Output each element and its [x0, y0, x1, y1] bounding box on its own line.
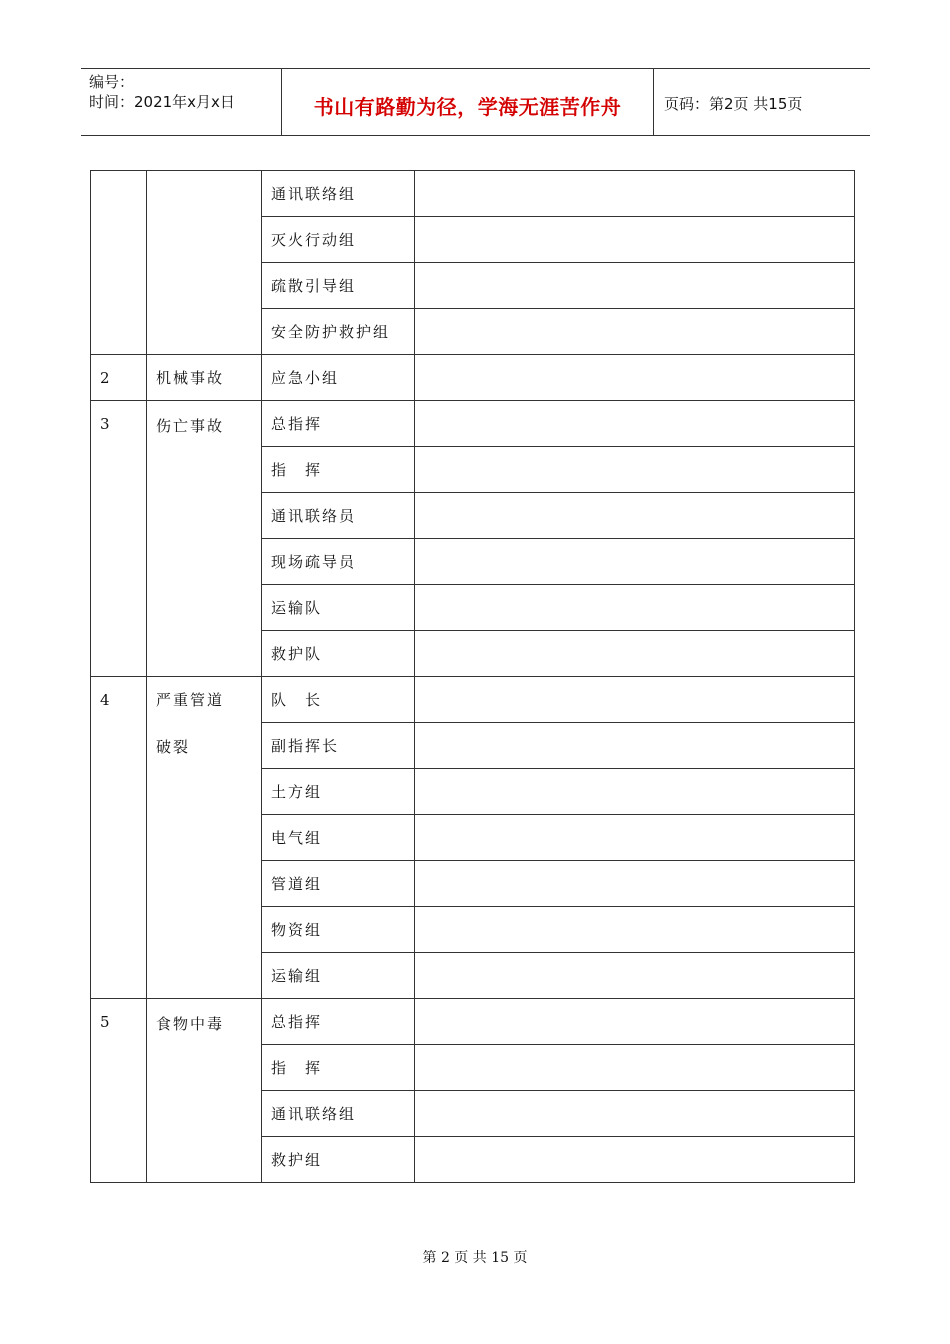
table-cell-member [415, 1045, 855, 1091]
table-cell-member [415, 769, 855, 815]
table-cell-team: 总指挥 [262, 999, 415, 1045]
table-cell-team: 总指挥 [262, 401, 415, 447]
table-cell-member [415, 493, 855, 539]
table-cell-member [415, 217, 855, 263]
header-motto: 书山有路勤为径，学海无涯苦作舟 [313, 95, 622, 119]
table-cell-member [415, 401, 855, 447]
table-cell-member [415, 999, 855, 1045]
table-cell-team: 疏散引导组 [262, 263, 415, 309]
table-cell-team: 物资组 [262, 907, 415, 953]
table-cell-member [415, 585, 855, 631]
table-cell-member [415, 171, 855, 217]
table-cell-category: 伤亡事故 [147, 401, 262, 677]
table-cell-team: 副指挥长 [262, 723, 415, 769]
category-line-2: 破裂 [156, 738, 191, 756]
table-cell-member [415, 1137, 855, 1183]
document-time-label: 时间：2021年x月x日 [89, 93, 235, 111]
table-cell-index: 4 [91, 677, 147, 999]
table-row [91, 355, 855, 401]
table-cell-index: 3 [91, 401, 147, 677]
header-page-info: 页码：第2页 共15页 [664, 95, 803, 113]
document-number-label: 编号： [89, 73, 135, 91]
category-line-1: 严重管道 [156, 691, 225, 709]
table-cell-member [415, 861, 855, 907]
emergency-team-table-wrap [90, 170, 855, 1183]
page-footer: 第 2 页 共 15 页 [422, 1250, 528, 1266]
table-cell-team: 队 长 [262, 677, 415, 723]
table-cell-index: 2 [91, 355, 147, 401]
table-row [91, 999, 855, 1045]
table-cell-team: 运输组 [262, 953, 415, 999]
table-cell-team: 现场疏导员 [262, 539, 415, 585]
table-cell-team: 土方组 [262, 769, 415, 815]
table-cell-team: 应急小组 [262, 355, 415, 401]
table-cell-member [415, 355, 855, 401]
table-cell-team: 通讯联络组 [262, 171, 415, 217]
table-cell-member [415, 1091, 855, 1137]
table-cell-member [415, 309, 855, 355]
table-cell-member [415, 447, 855, 493]
table-cell-category: 机械事故 [147, 355, 262, 401]
table-cell-category: 食物中毒 [147, 999, 262, 1183]
document-header [81, 68, 870, 136]
table-cell-category [147, 171, 262, 355]
table-cell-member [415, 263, 855, 309]
table-row [91, 401, 855, 447]
table-cell-team: 运输队 [262, 585, 415, 631]
table-row [91, 677, 855, 723]
table-cell-member [415, 953, 855, 999]
table-cell-member [415, 677, 855, 723]
table-cell-index: 5 [91, 999, 147, 1183]
table-row [91, 171, 855, 217]
table-cell-member [415, 907, 855, 953]
table-cell-member [415, 723, 855, 769]
table-cell-team: 电气组 [262, 815, 415, 861]
table-cell-team: 通讯联络组 [262, 1091, 415, 1137]
table-cell-category [147, 677, 262, 999]
table-cell-team: 指 挥 [262, 1045, 415, 1091]
table-cell-index [91, 171, 147, 355]
table-cell-member [415, 815, 855, 861]
header-left-cell [81, 69, 282, 135]
emergency-team-table [90, 170, 855, 1183]
header-page-cell [654, 69, 870, 135]
table-cell-team: 通讯联络员 [262, 493, 415, 539]
table-cell-team: 救护组 [262, 1137, 415, 1183]
table-cell-member [415, 631, 855, 677]
table-cell-team: 管道组 [262, 861, 415, 907]
table-cell-team: 救护队 [262, 631, 415, 677]
header-motto-cell [282, 69, 654, 135]
table-cell-member [415, 539, 855, 585]
table-cell-team: 指 挥 [262, 447, 415, 493]
table-cell-team: 安全防护救护组 [262, 309, 415, 355]
table-cell-team: 灭火行动组 [262, 217, 415, 263]
